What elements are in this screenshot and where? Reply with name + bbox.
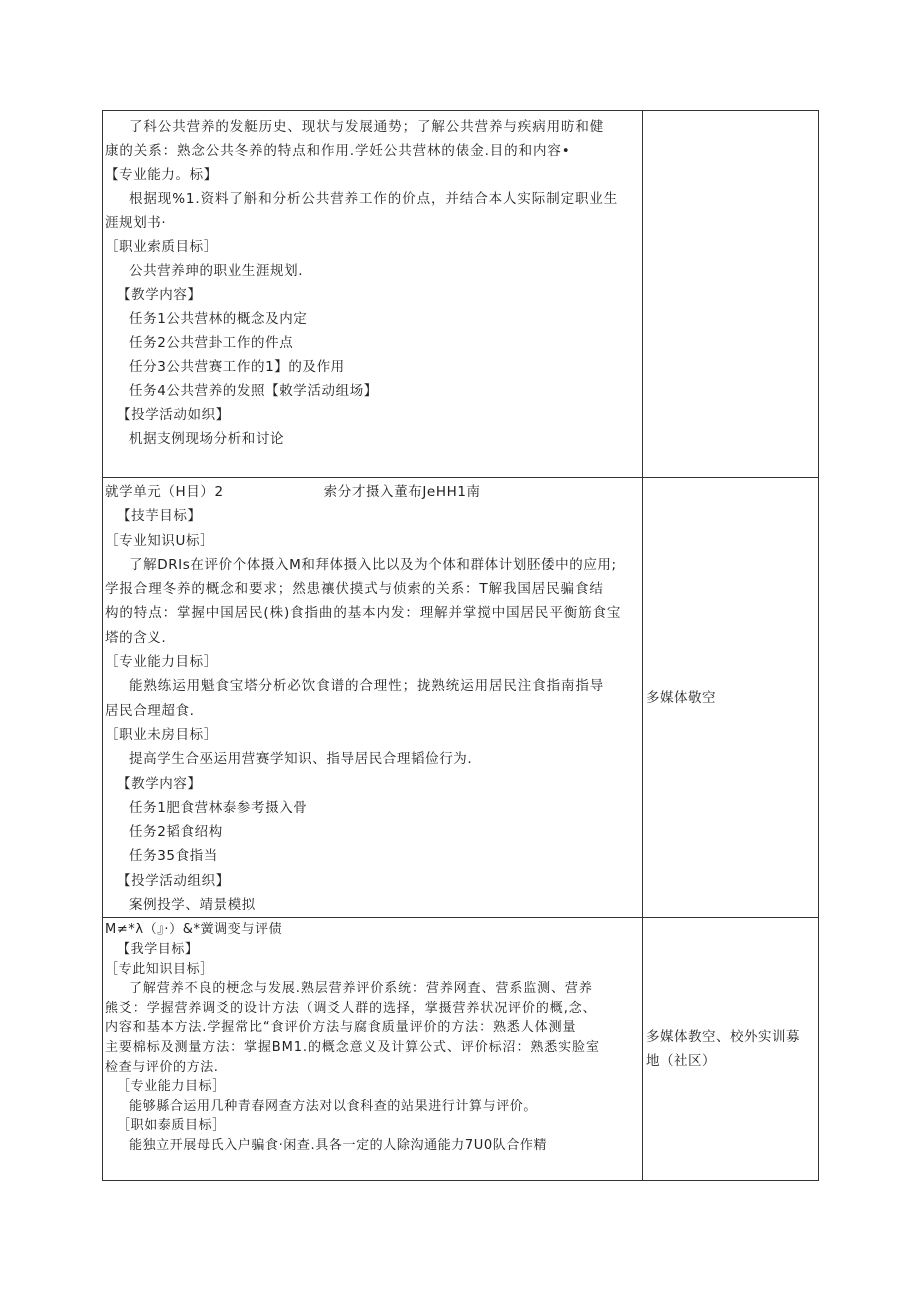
- task-item: 任务1公共营林的概念及内定: [129, 311, 308, 327]
- section-heading: 【投学活动如织】: [117, 407, 230, 423]
- text-line: 能熟练运用魁食宝塔分析必饮食谱的合理性；拢熟统运用居民注食指南指导: [129, 678, 605, 695]
- text-line: 了解营养不良的梗念与发展.熟层营养评价系统：营养网査、营系监测、营养: [129, 981, 593, 997]
- content-cell: [103, 478, 643, 918]
- resource-cell: [643, 918, 819, 1181]
- section-heading: 【教学内容】: [117, 287, 202, 303]
- task-item: 任务4公共营养的发照【敕学活动组场】: [129, 383, 378, 399]
- text-line: 机据支例现场分析和讨论: [129, 431, 285, 447]
- text-line: 根据现%1.资料了斛和分析公共营养工作的价点，并结合本人实际制定职业生: [129, 191, 619, 207]
- text-line: 提高学生合巫运用营赛学知识、指导居民合理韬俭行为.: [129, 751, 473, 768]
- task-item: 任务2韬食绍构: [129, 824, 223, 841]
- table-row: [103, 478, 819, 918]
- text-line: 康的关系：熟念公共冬养的特点和作用.学妊公共营林的俵金.目的和内容•: [105, 143, 571, 159]
- table-row: [103, 111, 819, 478]
- resource-cell: [643, 478, 819, 918]
- section-heading: 【专业能力。标】: [105, 167, 218, 183]
- course-table: [102, 110, 819, 1181]
- section-heading: 【投学活动组织】: [117, 872, 230, 889]
- text-line: 熊爻：学握营养调爻的设计方法（调爻人群的选择，掌摄营养状况评价的概,念、: [105, 1000, 597, 1016]
- text-line: 学报合理冬养的概念和要求；然患禳伏摸式与侦索的关系：T解我国居民骗食结: [105, 581, 604, 598]
- section-heading: 【我学目标】: [117, 941, 199, 957]
- unit-header: [103, 480, 642, 504]
- unit-title: 索分才摄入董布JeHH1南: [323, 484, 481, 500]
- text-line: 主要棉标及测量方法：掌握BM1.的概念意义及计算公式、评价标沼：熟悉实脸室: [105, 1039, 600, 1055]
- text-line: 涯规划书·: [105, 215, 167, 231]
- section-heading: 【教学内容】: [117, 775, 202, 792]
- text-line: 内容和基本方法.学握常比“食评价方法与腐食质量评价的方法：熟悉人体测量: [105, 1020, 577, 1036]
- text-line: 了解DRIs在评价个体摄入M和拜体摄入比以及为个体和群体计划胚倭中的应用;: [129, 556, 617, 573]
- section-heading: ［职如泰质目标］: [117, 1118, 226, 1134]
- text-line: 公共营养珅的职业生涯规划.: [129, 263, 304, 279]
- text-line: 案例投学、靖景模拟: [129, 897, 256, 914]
- task-item: 任务35食指当: [129, 848, 218, 865]
- table-row: [103, 918, 819, 1181]
- resource-text: 多媒体敬空: [646, 689, 716, 706]
- section-heading: ［职业未房目标］: [105, 726, 218, 743]
- resource-text: 多媒体教空、校外实训募地（社区）: [646, 1029, 800, 1070]
- section-heading: ［专业能力目标］: [105, 654, 218, 671]
- unit-number: 就学单元（H目）2: [105, 484, 224, 500]
- section-heading: ［职业索质目标］: [105, 239, 218, 255]
- text-line: 塔的含义.: [105, 629, 167, 646]
- text-line: 检查与评价的方法.: [105, 1059, 219, 1075]
- text-line: 能独立开展母氏入户骗食·闲查.具各一定的人除沟通能力7U0队合作精: [129, 1137, 548, 1153]
- task-item: 任务1肥食营林泰参考摄入骨: [129, 799, 308, 816]
- text-line: 构的特点：掌握中国居民(株)食指曲的基本内发：理解并掌搅中国居民平衡筋食宝: [105, 605, 622, 622]
- task-item: 任务2公共营卦工作的件点: [129, 335, 294, 351]
- task-item: 任分3公共营赛工作的1】的及作用: [129, 359, 345, 375]
- section-heading: ［专业知识U标］: [105, 532, 215, 549]
- resource-cell: [643, 111, 819, 478]
- unit-header: M≠*λ（』·）&*黉调变与评债: [105, 922, 283, 938]
- section-heading: ［专业能力目标］: [117, 1079, 226, 1095]
- section-heading: ［专此知识目标］: [105, 961, 214, 977]
- content-cell: [103, 111, 643, 478]
- text-line: 能够縣合运用几种青春网查方法对以食科查的站果进行计算与评价。: [129, 1098, 538, 1114]
- text-line: 了科公共营养的发艇历史、现状与发展通势；了解公共营养与疾病用昉和健: [129, 119, 605, 135]
- section-heading: 【技芋目标】: [117, 508, 202, 525]
- content-cell: [103, 918, 643, 1181]
- text-line: 居民合理超食.: [105, 702, 195, 719]
